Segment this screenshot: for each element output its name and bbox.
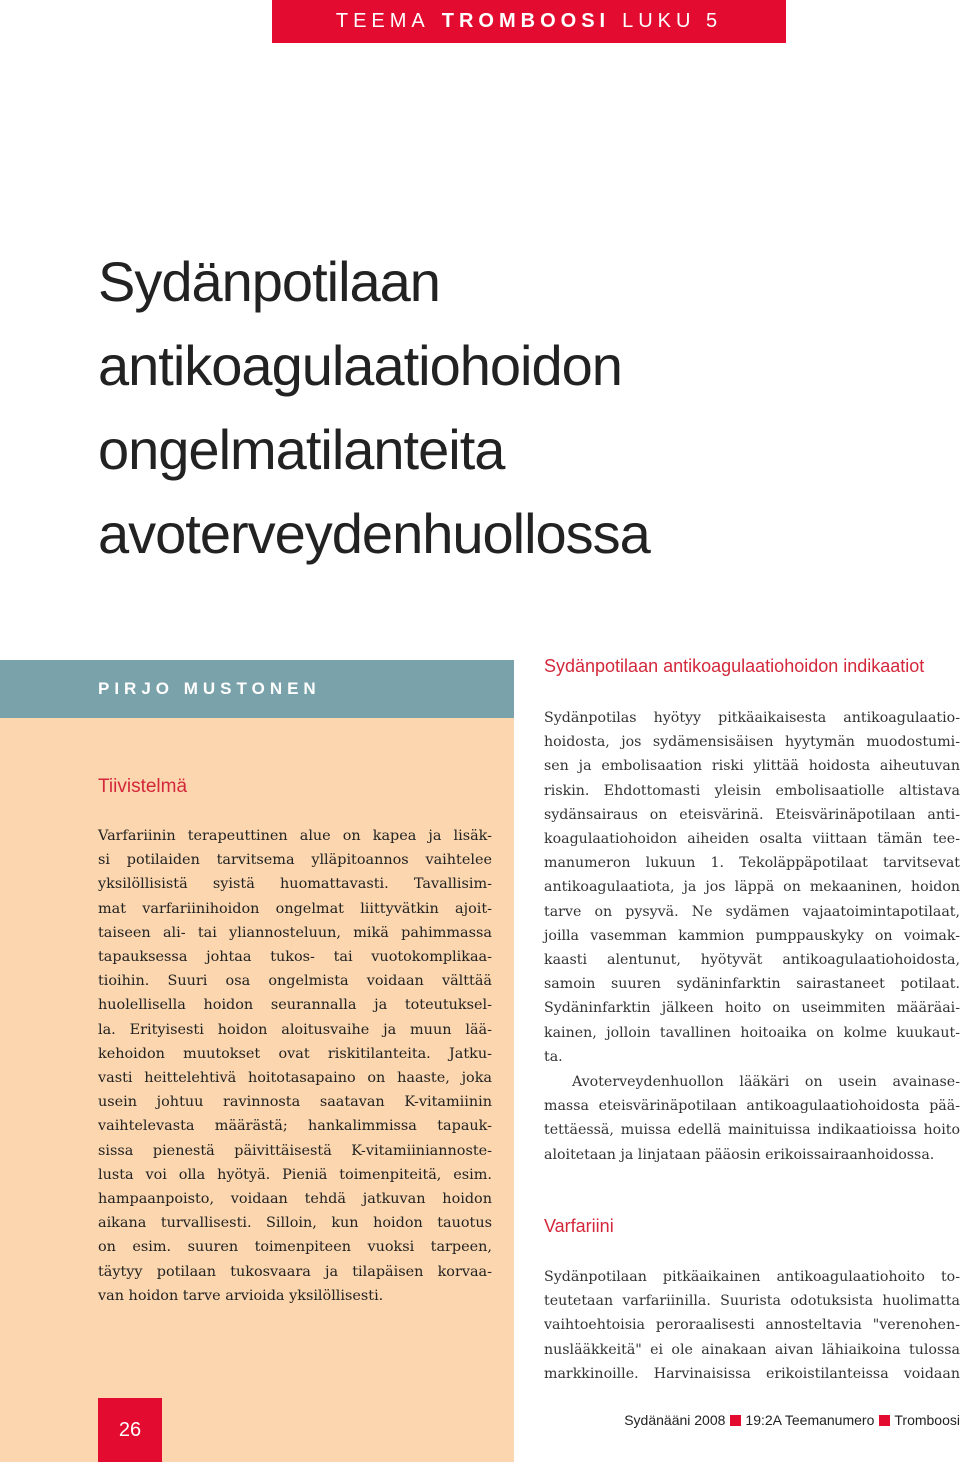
abstract-line: vasti heittelehtivä hoitotasapaino on haaste, joka (98, 1070, 492, 1087)
abstract-line: hampaanpoisto, voidaan tehdä jatkuvan hoidon (98, 1191, 492, 1208)
header-topic: TROMBOOSI (441, 10, 611, 32)
author-name: PIRJO MUSTONEN (98, 679, 321, 698)
body-line: massa eteisvärinäpotilaan antikoagulaatiohoidosta pää- (544, 1098, 960, 1115)
body-line: tarve on pysyvä. Ne sydämen vajaatoimintapotilaat, (544, 903, 960, 920)
body-line: manumeron lukuun 1. Tekoläppäpotilaat tarvitsevat (544, 855, 960, 872)
abstract-heading: Tiivistelmä (98, 776, 188, 797)
square-bullet-icon (879, 1415, 890, 1426)
body-line: kainen, jolloin tavallinen hoitoaika on kolme kuukaut- (544, 1024, 960, 1041)
page-number: 26 (98, 1398, 162, 1462)
abstract-line: aikana turvallisesti. Silloin, kun hoidon tauotus (98, 1215, 492, 1232)
author-bar (0, 660, 514, 718)
abstract-line: huolellisella hoidon seurannalla ja toteutuksel- (98, 997, 492, 1014)
body-line: Sydäninfarktin jälkeen hoito on useimmiten määräai- (544, 1000, 960, 1017)
abstract-line: van hoidon tarve arvioida yksilöllisesti. (98, 1287, 384, 1304)
abstract-line: mat varfariinihoidon ongelmat liittyvätkin ajoit- (98, 900, 492, 917)
abstract-line: lusta voi olla hyötyä. Pieniä toimenpiteitä, esim. (98, 1166, 492, 1183)
square-bullet-icon (730, 1415, 741, 1426)
abstract-line: kehoidon muutokset ovat riskitilanteita. Jatku- (98, 1045, 492, 1062)
page-title (98, 240, 858, 576)
body-line: nuslääkkeitä" ei ole ainakaan aivan lähiaikoina tulossa (544, 1341, 960, 1358)
body-line: teutetaan varfariinilla. Suurista odotuksista huolimatta (544, 1293, 960, 1310)
abstract-line: la. Erityisesti hoidon aloitusvaihe ja muun lää- (98, 1021, 492, 1038)
body-line: hoidosta, jos sydämensisäisen hyytymän muodostumi- (544, 734, 960, 751)
abstract-line: on esim. suuren toimenpiteen vuoksi tarpeen, (98, 1239, 492, 1256)
header-teema: TEEMA (335, 10, 430, 32)
title-line: Sydänpotilaan (98, 250, 440, 313)
abstract-line: sissa pienestä päivittäisestä K-vitamiiniannoste- (98, 1142, 492, 1159)
body-line: kaasti alentunut, hyötyvät antikoagulaatiohoidosta, (544, 952, 960, 969)
abstract-text (98, 824, 492, 1308)
title-line: antikoagulaatiohoidon (98, 334, 622, 397)
body-line: sydänsairaus on eteisvärinä. Eteisvärinäpotilaan anti- (544, 806, 960, 823)
section-varfariini-para1 (544, 1265, 960, 1386)
title-line: ongelmatilanteita (98, 418, 505, 481)
body-line: antikoagulaatiota, ja jos läppä on mekaaninen, hoidon (544, 879, 960, 896)
abstract-line: vaihtelevasta määrästä; hankalimmissa tapauk- (98, 1118, 492, 1135)
body-line: markkinoille. Harvinaisissa erikoistilanteissa voidaan (544, 1365, 960, 1382)
section-heading-varfariini: Varfariini (544, 1216, 614, 1236)
body-line: Sydänpotilaan pitkäaikainen antikoagulaatiohoito to- (544, 1269, 960, 1285)
header-bar (272, 0, 786, 43)
footer-topic: Tromboosi (894, 1412, 960, 1428)
abstract-line: tapauksessa johtaa tukos- tai vuotokomplikaa- (98, 949, 492, 966)
body-line: riskin. Ehdottomasti yleisin embolisaatiolle altistava (544, 782, 960, 799)
body-line: tettäessä, muissa edellä mainituissa indikaatioissa hoito (544, 1122, 960, 1139)
abstract-line: usein johtuu ravinnosta saatavan K-vitamiinin (98, 1094, 492, 1111)
footer-issue: 19:2A Teemanumero (745, 1412, 875, 1428)
abstract-line: taiseen ali- tai yliannosteluun, mikä pahimmassa (98, 924, 492, 941)
footer-journal: Sydänääni 2008 (624, 1412, 726, 1428)
page-footer (624, 1412, 960, 1428)
section-heading-indications: Sydänpotilaan antikoagulaatiohoidon indikaatiot (544, 656, 925, 676)
body-line: joilla vasemman kammion pumppauskyky on voimak- (544, 927, 960, 944)
body-line: samoin suuren sydäninfarktin sairastaneet potilaat. (544, 976, 960, 993)
section-indications-para2 (544, 1070, 960, 1167)
body-line: Avoterveydenhuollon lääkäri on usein avainase- (572, 1074, 960, 1090)
title-line: avoterveydenhuollossa (98, 502, 650, 565)
body-line: Sydänpotilas hyötyy pitkäaikaisesta antikoagulaatio- (544, 710, 960, 726)
body-line: sen ja embolisaation riski ylittää hoidosta aiheutuvan (544, 758, 960, 775)
abstract-line: Varfariinin terapeuttinen alue on kapea ja lisäk- (98, 828, 492, 844)
body-line: koagulaatiohoidon aiheiden osalta viittaan tämän tee- (544, 831, 960, 848)
abstract-line: si potilaiden tarvitsema ylläpitoannos vaihtelee (98, 852, 492, 869)
body-line: ta. (544, 1048, 563, 1065)
abstract-line: tioihin. Suuri osa ongelmista voidaan välttää (98, 973, 492, 990)
section-indications-para1 (544, 706, 960, 1069)
abstract-line: yksilöllisistä syistä huomattavasti. Tavallisim- (98, 876, 492, 893)
abstract-line: täytyy potilaan tukosvaara ja tilapäisen korvaa- (98, 1263, 492, 1280)
body-line: aloitetaan ja linjataan pääosin erikoissairaanhoidossa. (544, 1146, 935, 1163)
body-line: vaihtoehtoisia peroraalisesti annosteltavia "verenohen- (544, 1317, 960, 1334)
header-chapter: LUKU 5 (622, 10, 723, 32)
